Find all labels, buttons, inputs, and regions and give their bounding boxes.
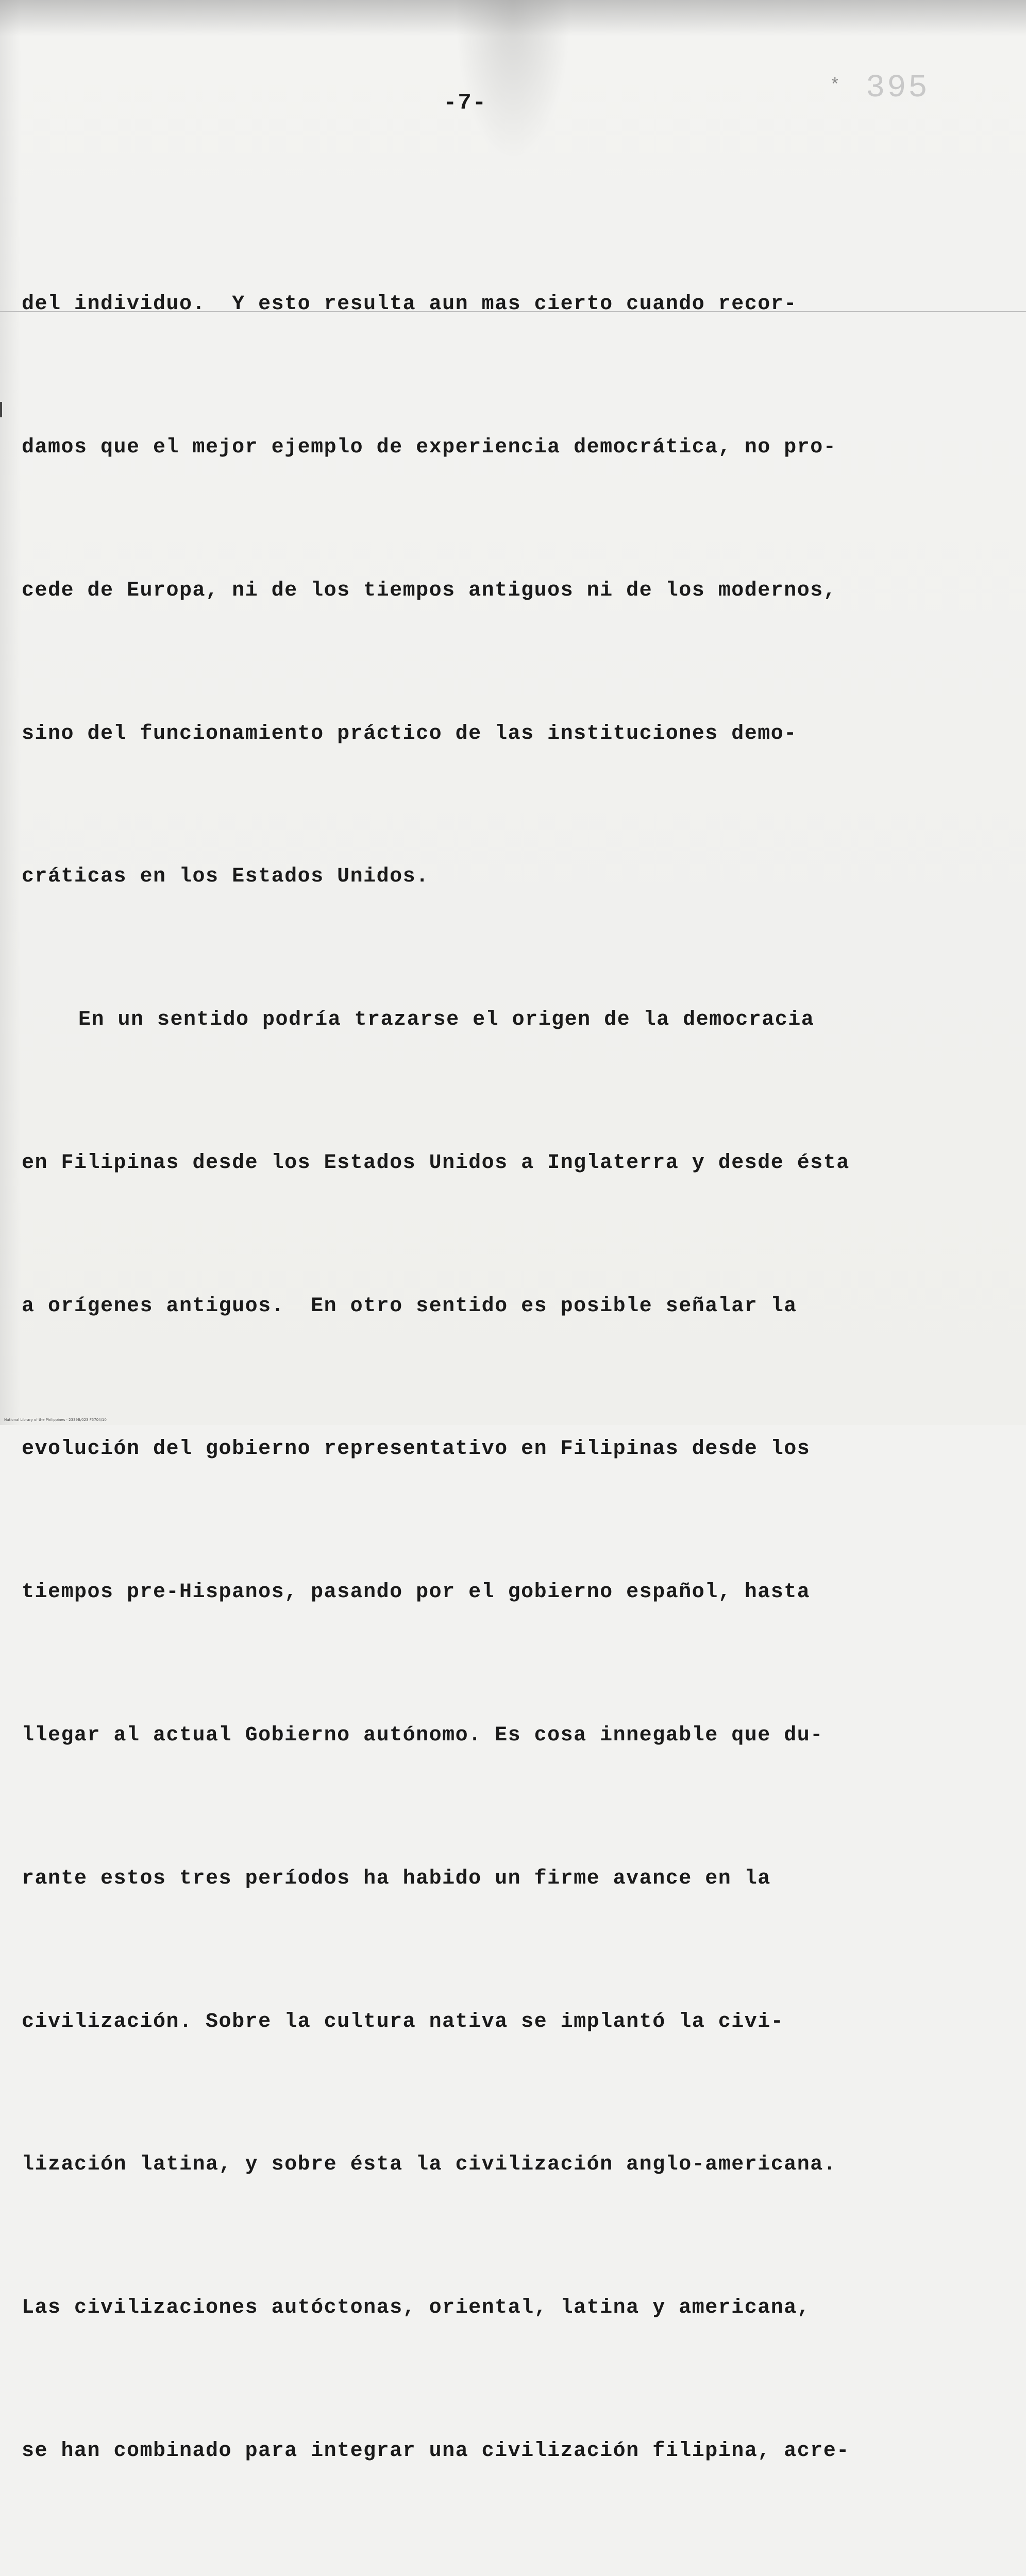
page-number: -7- — [443, 90, 487, 116]
text-line: en Filipinas desde los Estados Unidos a Inglaterra y desde ésta — [22, 1151, 850, 1175]
text-line: rante estos tres períodos ha habido un firme avance en la — [22, 1867, 771, 1890]
text-line: evolución del gobierno representativo en Filipinas desde los — [22, 1437, 811, 1461]
text-line: tiempos pre-Hispanos, pasando por el gobierno español, hasta — [22, 1581, 811, 1604]
archive-stamp-number: 395 — [866, 70, 930, 106]
text-line: a orígenes antiguos. En otro sentido es posible señalar la — [22, 1294, 797, 1318]
text-line — [22, 2571, 990, 2576]
text-line: sino del funcionamiento práctico de las instituciones demo- — [22, 722, 797, 745]
stamp-asterisk: * — [830, 76, 840, 96]
text-line: se han combinado para integrar una civilización filipina, acre- — [22, 2439, 850, 2463]
scan-shadow — [0, 0, 1026, 36]
text-line: del individuo. Y esto resulta aun mas cierto cuando recor- — [22, 293, 797, 316]
text-line: lización latina, y sobre ésta la civilización anglo-americana. — [22, 2153, 837, 2177]
typewritten-body — [22, 185, 990, 2576]
text-line: Las civilizaciones autóctonas, oriental, latina y americana, — [22, 2296, 811, 2320]
text-line: damos que el mejor ejemplo de experiencia democrática, no pro- — [22, 435, 837, 459]
text-line: civilización. Sobre la cultura nativa se implantó la civi- — [22, 2010, 784, 2033]
text-line: llegar al actual Gobierno autónomo. Es cosa innegable que du- — [22, 1724, 823, 1747]
scan-edge-mark — [0, 402, 2, 417]
archive-footer: National Library of the Philippines · 2339B/023 F5704/10 — [4, 1418, 107, 1422]
paragraph-start-line: En un sentido podría trazarse el origen de la democracia — [78, 1008, 815, 1032]
text-line: cede de Europa, ni de los tiempos antiguos ni de los modernos, — [22, 579, 837, 602]
text-line: cráticas en los Estados Unidos. — [22, 865, 429, 889]
